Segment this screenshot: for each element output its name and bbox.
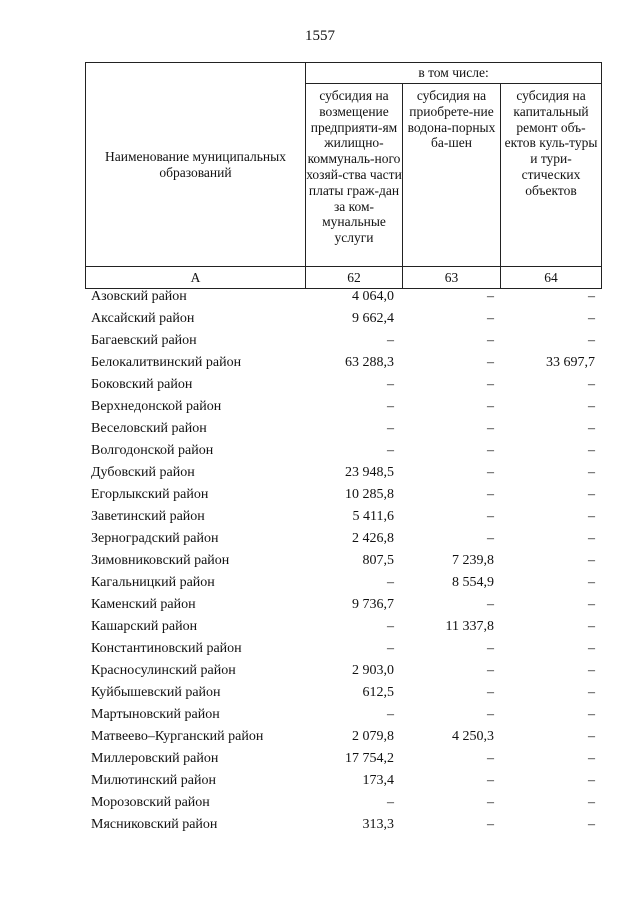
district-name: Кашарский район <box>91 619 198 634</box>
district-name: Миллеровский район <box>91 751 219 766</box>
value-col-63: – <box>487 795 494 810</box>
value-col-64: – <box>588 795 595 810</box>
district-name: Багаевский район <box>91 333 197 348</box>
value-col-62: 2 903,0 <box>352 663 394 678</box>
value-col-64: – <box>588 487 595 502</box>
value-col-64: – <box>588 421 595 436</box>
name-column-header: Наименование муниципальных образований <box>86 63 306 267</box>
index-cell-62: 62 <box>306 267 403 289</box>
table-row <box>85 594 601 616</box>
value-col-63: – <box>487 707 494 722</box>
value-col-64: – <box>588 531 595 546</box>
value-col-62: 313,3 <box>362 817 394 832</box>
value-col-63: – <box>487 333 494 348</box>
value-col-63: 4 250,3 <box>452 729 494 744</box>
district-name: Милютинский район <box>91 773 217 788</box>
value-col-64: – <box>588 333 595 348</box>
table-row <box>85 814 601 836</box>
value-col-62: 5 411,6 <box>352 509 394 524</box>
value-col-63: – <box>487 443 494 458</box>
table-row <box>85 528 601 550</box>
value-col-64: – <box>588 817 595 832</box>
value-col-63: – <box>487 685 494 700</box>
value-col-62: – <box>387 399 394 414</box>
value-col-62: – <box>387 377 394 392</box>
column-64-header: субсидия на капитальный ремонт объ-ектов куль-туры и тури-стических объектов <box>501 84 602 267</box>
value-col-63: – <box>487 421 494 436</box>
table-header <box>85 62 602 289</box>
value-col-62: – <box>387 707 394 722</box>
table-row <box>85 462 601 484</box>
district-name: Аксайский район <box>91 311 195 326</box>
value-col-64: – <box>588 377 595 392</box>
value-col-62: 10 285,8 <box>345 487 394 502</box>
table-row <box>85 374 601 396</box>
including-header: в том числе: <box>306 63 602 84</box>
value-col-63: 8 554,9 <box>452 575 494 590</box>
value-col-62: 173,4 <box>362 773 394 788</box>
value-col-62: – <box>387 421 394 436</box>
value-col-62: 9 736,7 <box>352 597 394 612</box>
value-col-63: – <box>487 641 494 656</box>
table-row <box>85 792 601 814</box>
value-col-62: 23 948,5 <box>345 465 394 480</box>
value-col-63: – <box>487 399 494 414</box>
page-number: 1557 <box>305 28 335 44</box>
table-row <box>85 286 601 308</box>
value-col-64: – <box>588 597 595 612</box>
district-name: Константиновский район <box>91 641 242 656</box>
district-name: Верхнедонской район <box>91 399 222 414</box>
value-col-62: – <box>387 443 394 458</box>
value-col-63: – <box>487 597 494 612</box>
value-col-64: – <box>588 399 595 414</box>
value-col-64: – <box>588 641 595 656</box>
table-row <box>85 440 601 462</box>
value-col-64: – <box>588 443 595 458</box>
table-row <box>85 550 601 572</box>
value-col-63: – <box>487 773 494 788</box>
value-col-62: 17 754,2 <box>345 751 394 766</box>
district-name: Матвеево–Курганский район <box>91 729 264 744</box>
district-name: Мясниковский район <box>91 817 218 832</box>
value-col-62: 9 662,4 <box>352 311 394 326</box>
district-name: Красносулинский район <box>91 663 236 678</box>
value-col-62: – <box>387 795 394 810</box>
district-name: Веселовский район <box>91 421 207 436</box>
district-name: Волгодонской район <box>91 443 214 458</box>
district-name: Зимовниковский район <box>91 553 230 568</box>
table-row <box>85 506 601 528</box>
district-name: Заветинский район <box>91 509 205 524</box>
value-col-64: – <box>588 663 595 678</box>
district-name: Зерноградский район <box>91 531 219 546</box>
table-row <box>85 726 601 748</box>
district-name: Мартыновский район <box>91 707 220 722</box>
district-name: Боковский район <box>91 377 193 392</box>
value-col-63: – <box>487 487 494 502</box>
district-name: Азовский район <box>91 289 187 304</box>
value-col-63: 11 337,8 <box>445 619 494 634</box>
table-row <box>85 638 601 660</box>
value-col-64: – <box>588 575 595 590</box>
table-row <box>85 330 601 352</box>
column-62-header: субсидия на возмещение предприяти-ям жилищно-коммуналь-ного хозяй-ства части платы граж-дан за ком-мунальные услуги <box>306 84 403 267</box>
value-col-64: – <box>588 509 595 524</box>
value-col-63: – <box>487 355 494 370</box>
district-name: Дубовский район <box>91 465 195 480</box>
district-name: Куйбышевский район <box>91 685 221 700</box>
table-row <box>85 352 601 374</box>
value-col-62: – <box>387 641 394 656</box>
table-row <box>85 682 601 704</box>
value-col-62: 807,5 <box>362 553 394 568</box>
value-col-62: – <box>387 333 394 348</box>
table-row <box>85 748 601 770</box>
value-col-64: – <box>588 773 595 788</box>
value-col-64: – <box>588 707 595 722</box>
value-col-63: – <box>487 289 494 304</box>
value-col-63: – <box>487 531 494 546</box>
index-cell-63: 63 <box>403 267 501 289</box>
table-row <box>85 660 601 682</box>
value-col-62: 2 079,8 <box>352 729 394 744</box>
value-col-63: – <box>487 311 494 326</box>
table-row <box>85 572 601 594</box>
table-row <box>85 308 601 330</box>
value-col-64: – <box>588 685 595 700</box>
value-col-62: 612,5 <box>362 685 394 700</box>
table-row <box>85 616 601 638</box>
value-col-63: – <box>487 817 494 832</box>
value-col-62: 4 064,0 <box>352 289 394 304</box>
value-col-64: – <box>588 751 595 766</box>
column-63-header: субсидия на приобрете-ние водона-порных ба-шен <box>403 84 501 267</box>
table-row <box>85 770 601 792</box>
value-col-62: – <box>387 619 394 634</box>
table-row <box>85 418 601 440</box>
value-col-63: – <box>487 751 494 766</box>
value-col-62: – <box>387 575 394 590</box>
value-col-64: – <box>588 619 595 634</box>
table-row <box>85 396 601 418</box>
district-name: Белокалитвинский район <box>91 355 242 370</box>
district-name: Кагальницкий район <box>91 575 215 590</box>
value-col-63: – <box>487 465 494 480</box>
value-col-63: – <box>487 509 494 524</box>
index-cell-a: А <box>86 267 306 289</box>
value-col-62: 2 426,8 <box>352 531 394 546</box>
district-name: Каменский район <box>91 597 196 612</box>
table-row <box>85 704 601 726</box>
index-cell-64: 64 <box>501 267 602 289</box>
district-name: Морозовский район <box>91 795 210 810</box>
value-col-64: – <box>588 311 595 326</box>
value-col-63: – <box>487 663 494 678</box>
table-row <box>85 484 601 506</box>
value-col-63: – <box>487 377 494 392</box>
value-col-62: 63 288,3 <box>345 355 394 370</box>
value-col-64: 33 697,7 <box>546 355 595 370</box>
value-col-64: – <box>588 729 595 744</box>
value-col-64: – <box>588 289 595 304</box>
value-col-64: – <box>588 465 595 480</box>
data-table <box>85 286 601 836</box>
district-name: Егорлыкский район <box>91 487 209 502</box>
value-col-63: 7 239,8 <box>452 553 494 568</box>
value-col-64: – <box>588 553 595 568</box>
